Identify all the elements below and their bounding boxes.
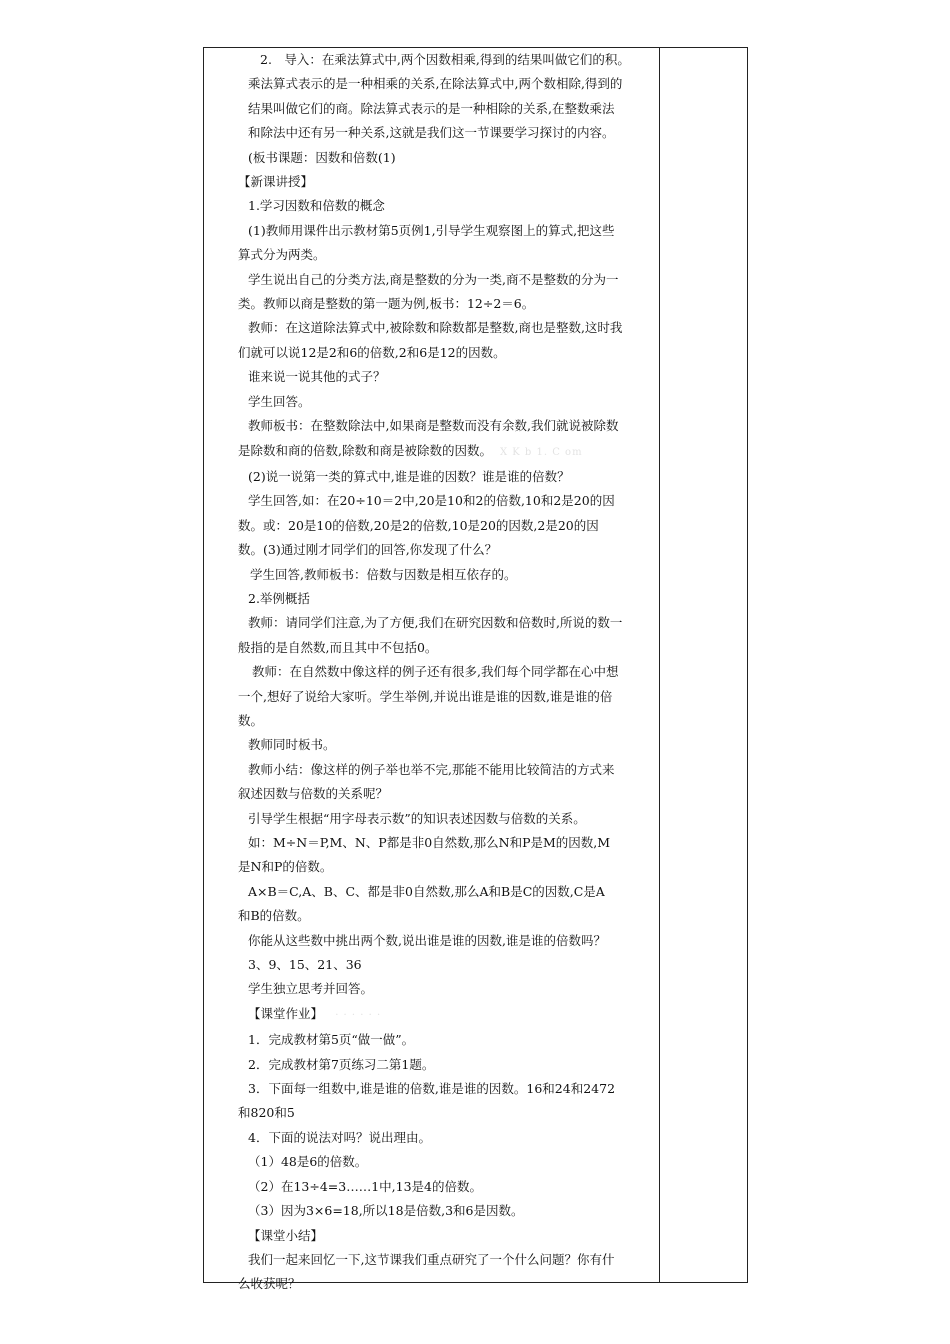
paragraph-line: [238, 563, 656, 587]
paragraph-text: 1.学习因数和倍数的概念: [248, 198, 385, 214]
paragraph-text: 教师同时板书。: [248, 737, 336, 753]
notes-cell: [660, 48, 747, 1282]
paragraph-line: [238, 1028, 656, 1052]
paragraph-text: 数。(3)通过刚才同学们的回答,你发现了什么？: [238, 542, 498, 558]
paragraph-text: 3、9、15、21、36: [248, 957, 362, 973]
paragraph-text: 2．完成教材第7页练习二第1题。: [248, 1056, 435, 1072]
paragraph-line: [238, 219, 656, 243]
paragraph-line: [238, 733, 656, 757]
paragraph-line: [238, 685, 656, 709]
paragraph-text: 算式分为两类。: [238, 247, 326, 263]
paragraph-line: [238, 1053, 656, 1077]
paragraph-line: [238, 414, 656, 438]
paragraph-text: 如：M÷N＝P,M、N、P都是非0自然数,那么N和P是M的因数,M: [248, 835, 611, 850]
paragraph-text: 教师板书：在整数除法中,如果商是整数而没有余数,我们就说被除数: [248, 418, 619, 434]
paragraph-line: [238, 1199, 656, 1223]
paragraph-text: 谁来说一说其他的式子？: [248, 369, 386, 385]
paragraph-text: (2)说一说第一类的算式中,谁是谁的因数？谁是谁的倍数？: [248, 468, 570, 484]
paragraph-text: 学生独立思考并回答。: [248, 981, 374, 997]
paragraph-text: 结果叫做它们的商。除法算式表示的是一种相除的关系,在整数乘法: [248, 100, 615, 116]
paragraph-line: [238, 390, 656, 414]
paragraph-text: 叙述因数与倍数的关系呢？: [238, 786, 389, 802]
paragraph-text: 类。教师以商是整数的第一题为例,板书：12÷2＝6。: [238, 296, 535, 312]
paragraph-text: 引导学生根据“用字母表示数”的知识表述因数与倍数的关系。: [248, 810, 586, 826]
watermark-text: · · · · · ·: [331, 1009, 382, 1021]
paragraph-text: 2.举例概括: [248, 590, 310, 606]
paragraph-text: 我们一起来回忆一下,这节课我们重点研究了一个什么问题？你有什: [248, 1251, 615, 1267]
paragraph-text: 和除法中还有另一种关系,这就是我们这一节课要学习探讨的内容。: [248, 125, 615, 141]
paragraph-line: [238, 929, 656, 953]
paragraph-text: 1．完成教材第5页“做一做”。: [248, 1032, 415, 1048]
paragraph-line: [238, 880, 656, 904]
paragraph-line: [238, 243, 656, 267]
paragraph-line: [238, 1248, 656, 1272]
paragraph-text: 般指的是自然数,而且其中不包括0。: [238, 639, 438, 655]
paragraph-text: 们就可以说12是2和6的倍数,2和6是12的因数。: [238, 344, 506, 360]
paragraph-line: [238, 1002, 656, 1028]
paragraph-text: 是N和P的倍数。: [238, 859, 333, 875]
watermark-text: X K b 1. C om: [499, 446, 583, 458]
paragraph-line: [238, 514, 656, 538]
paragraph-line: [238, 316, 656, 340]
paragraph-line: [238, 1150, 656, 1174]
paragraph-text: 【课堂小结】: [248, 1227, 324, 1243]
paragraph-line: [238, 1175, 656, 1199]
paragraph-line: [238, 97, 656, 121]
paragraph-text: （1）48是6的倍数。: [248, 1154, 368, 1170]
paragraph-line: [238, 1126, 656, 1150]
paragraph-line: [238, 146, 656, 170]
paragraph-text: （3）因为3×6=18,所以18是倍数,3和6是因数。: [248, 1203, 524, 1219]
paragraph-line: [238, 170, 656, 194]
paragraph-text: 和820和5: [238, 1105, 295, 1121]
paragraph-line: [238, 611, 656, 635]
paragraph-text: 【课堂作业】: [248, 1005, 324, 1021]
paragraph-text: 教师：请同学们注意,为了方便,我们在研究因数和倍数时,所说的数一: [248, 615, 623, 631]
paragraph-text: （2）在13÷4=3……1中,13是4的倍数。: [248, 1178, 482, 1194]
paragraph-text: 4．下面的说法对吗？说出理由。: [248, 1129, 431, 1145]
paragraph-line: [238, 439, 656, 465]
paragraph-text: 么收获呢？: [238, 1276, 301, 1292]
paragraph-line: [238, 953, 656, 977]
paragraph-text: 是除数和商的倍数,除数和商是被除数的因数。: [238, 442, 492, 458]
paragraph-line: [238, 782, 656, 806]
paragraph-text: (1)教师用课件出示教材第5页例1,引导学生观察图上的算式,把这些: [248, 222, 615, 238]
paragraph-line: [238, 48, 656, 72]
paragraph-text: 教师：在这道除法算式中,被除数和除数都是整数,商也是整数,这时我: [248, 320, 623, 336]
paragraph-text: 教师：在自然数中像这样的例子还有很多,我们每个同学都在心中想: [252, 664, 619, 680]
paragraph-line: [238, 465, 656, 489]
paragraph-text: 数。: [238, 712, 264, 728]
paragraph-line: [238, 660, 656, 684]
paragraph-line: [238, 72, 656, 96]
lesson-table: [203, 47, 748, 1292]
paragraph-line: [238, 489, 656, 513]
paragraph-line: [238, 268, 656, 292]
paragraph-text: 学生回答。: [248, 393, 311, 409]
paragraph-line: [238, 758, 656, 782]
paragraph-line: [238, 292, 656, 316]
paragraph-text: 你能从这些数中挑出两个数,说出谁是谁的因数,谁是谁的倍数吗？: [248, 932, 606, 948]
paragraph-text: 学生回答,如：在20÷10＝2中,20是10和2的倍数,10和2是20的因: [248, 493, 615, 509]
lesson-content-cell: [238, 48, 656, 1297]
paragraph-line: [238, 831, 656, 855]
paragraph-line: [238, 1077, 656, 1101]
paragraph-text: 学生回答,教师板书：倍数与因数是相互依存的。: [250, 566, 517, 582]
paragraph-text: 2. 导入：在乘法算式中,两个因数相乘,得到的结果叫做它们的积。: [260, 52, 630, 67]
paragraph-line: [238, 636, 656, 660]
paragraph-line: [238, 904, 656, 928]
paragraph-text: 学生说出自己的分类方法,商是整数的分为一类,商不是整数的分为一: [248, 271, 619, 287]
paragraph-line: [238, 709, 656, 733]
paragraph-text: 3．下面每一组数中,谁是谁的倍数,谁是谁的因数。16和24和2472: [248, 1081, 616, 1097]
paragraph-text: 和B的倍数。: [238, 908, 310, 924]
paragraph-line: [238, 807, 656, 831]
paragraph-line: [238, 855, 656, 879]
paragraph-line: [238, 538, 656, 562]
paragraph-line: [238, 587, 656, 611]
paragraph-text: 【新课讲授】: [238, 174, 314, 190]
paragraph-line: [238, 1101, 656, 1125]
paragraph-line: [238, 977, 656, 1001]
paragraph-text: 一个,想好了说给大家听。学生举例,并说出谁是谁的因数,谁是谁的倍: [238, 688, 613, 704]
paragraph-line: [238, 341, 656, 365]
paragraph-line: [238, 1224, 656, 1248]
paragraph-text: A×B＝C,A、B、C、都是非0自然数,那么A和B是C的因数,C是A: [248, 883, 605, 899]
paragraph-text: 教师小结：像这样的例子举也举不完,那能不能用比较简洁的方式来: [248, 761, 615, 777]
paragraph-line: [238, 1272, 656, 1296]
paragraph-text: (板书课题：因数和倍数(1): [248, 149, 396, 165]
paragraph-line: [238, 121, 656, 145]
paragraph-text: 数。或：20是10的倍数,20是2的倍数,10是20的因数,2是20的因: [238, 517, 599, 533]
paragraph-text: 乘法算式表示的是一种相乘的关系,在除法算式中,两个数相除,得到的: [248, 76, 623, 92]
paragraph-line: [238, 365, 656, 389]
paragraph-line: [238, 194, 656, 218]
